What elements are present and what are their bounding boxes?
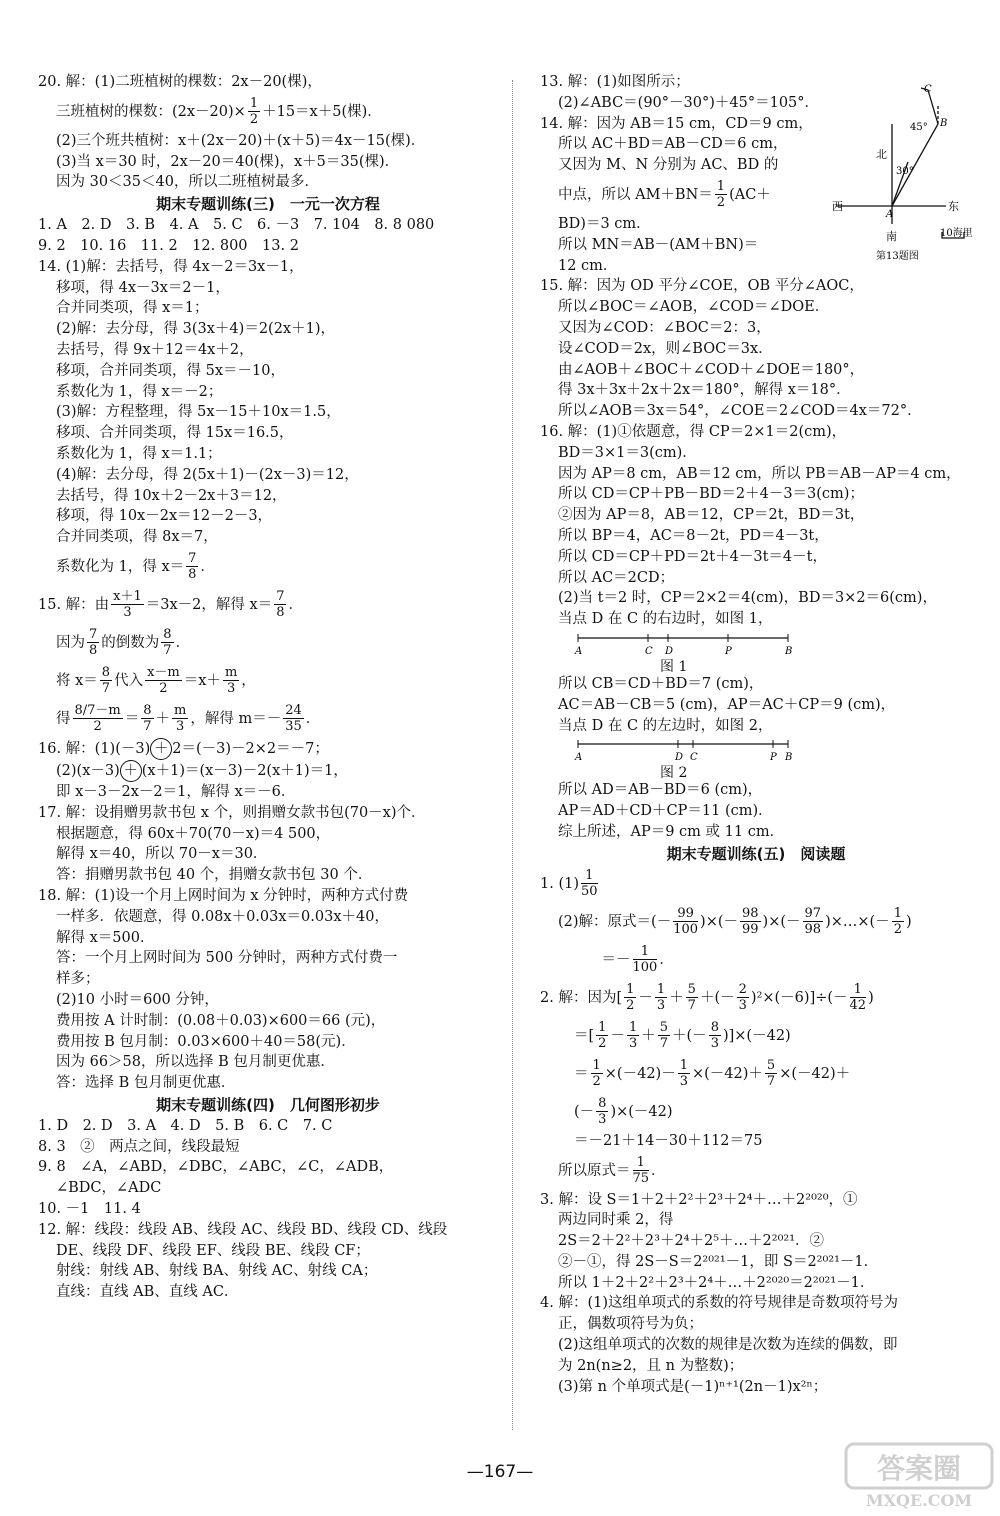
answer-line: 将 x＝ $\frac{8}{7}$ 代入 $\frac{x-m}{2}$ ＝x＋ $\frac{m}{3}$ ， [56,665,256,697]
answer-line: 1. D 2. D 3. A 4. D 5. B 6. C 7. C [38,1117,333,1134]
fraction: $\frac{1}{2}$ [592,1058,601,1090]
fraction: $\frac{7}{8}$ [188,551,197,583]
point-label: C [645,645,653,657]
answer-line: 4. 解：(1)这组单项式的系数的符号规律是奇数项符号为 [540,1295,898,1312]
fraction: $\frac{99}{100}$ [673,906,699,938]
point-label: P [770,752,777,764]
answer-line: BD)＝3 cm． [558,215,651,232]
fraction: $\frac{1}{75}$ [632,1155,650,1186]
answer-line: 答：捐赠男款书包 40 个，捐赠女款书包 30 个． [56,867,373,884]
answer-line: 去括号，得 9x＋12＝4x＋2， [56,341,254,358]
answer-line: 系数化为 1，得 x＝ $\frac{7}{8}$ ． [56,551,215,583]
compass-east: 东 [948,200,959,213]
answer-line: 解得 x＝40，所以 70－x＝30． [56,846,268,863]
answer-line: ＝－21＋14－30＋112＝75 [574,1132,763,1149]
answer-line: 一样多．依题意，得 0.08x＋0.03x＝0.03x＋40， [56,908,389,925]
answer-line: 当点 D 在 C 的左边时，如图 2， [558,717,773,734]
answer-line: 为 2n(n≥2，且 n 为整数)； [558,1357,744,1374]
answer-line: DE、线段 DF、线段 EF、线段 BE、线段 CF； [56,1242,370,1259]
answer-line: 所以 BP＝4，AC＝8－2t，PD＝4－3t， [558,527,829,544]
fraction: $\frac{x-m}{2}$ [147,665,180,697]
answer-line: 去括号，得 10x＋2－2x＋3＝12， [56,487,287,504]
answer-line: (3)解：方程整理，得 5x－15＋10x＝1.5， [56,404,341,421]
figure-caption: 图 2 [660,765,688,782]
answer-line: (2)解：原式＝(－ $\frac{99}{100}$ )×(－ $\frac{98}{99}$ )×(－ $\frac{97}{98}$ )×…×(－ $\frac{1}{2}$ ) [558,906,912,938]
answer-line: 又因为 M、N 分别为 AC、BD 的 [558,157,779,174]
fraction: $\frac{8}{7}$ [101,665,111,697]
answer-line: 1. A 2. D 3. B 4. A 5. C 6. －3 7. 104 8. 8 080 [38,217,435,234]
point-label: A [575,752,583,764]
answer-line: 移项、合并同类项，得 15x＝16.5， [56,425,294,442]
answer-line: 所以原式＝ $\frac{1}{75}$ ． [558,1155,666,1186]
fraction: $\frac{1}{2}$ [626,982,635,1014]
answer-line: (2)10 小时＝600 分钟， [56,991,219,1008]
fraction: $\frac{1}{50}$ [580,868,598,900]
answer-line: 即 x－3－2x－2＝1，解得 x＝－6． [56,783,296,800]
answer-line: (4)解：去分母，得 2(5x＋1)－(2x－3)＝12， [56,466,359,483]
fraction: $\frac{1}{3}$ [628,1020,638,1052]
section-heading: 期末专题训练(四) 几何图形初步 [156,1095,380,1114]
svg-text:MXQE.COM: MXQE.COM [865,1491,973,1510]
answer-line: 18. 解：(1)设一个月上网时间为 x 分钟时，两种方式付费 [38,887,409,904]
segment-fig1 [540,630,972,674]
answer-line: (3)当 x＝30 时，2x－20＝40(棵)，x＋5＝35(棵)． [56,153,400,170]
answer-line: 正，偶数项符号为负； [558,1316,703,1333]
fraction: $\frac{8}{3}$ [710,1020,719,1052]
fraction: $\frac{1}{2}$ [893,906,902,938]
answer-line: 中点，所以 AM＋BN＝ $\frac{1}{2}$ (AC＋ [558,179,771,211]
answer-line: 所以 MN＝AB－(AM＋BN)＝ [558,236,759,253]
fraction: $\frac{8}{7}$ [143,703,152,735]
fraction: $\frac{5}{7}$ [687,982,696,1014]
answer-line: 9. 8 ∠A，∠ABD，∠DBC，∠ABC，∠C，∠ADB， [38,1159,394,1176]
segment-fig2 [540,736,972,780]
compass-angle-30: 30° [896,166,914,177]
answer-line: 得 $\frac{8/7-m}{2}$ ＝ $\frac{8}{7}$ ＋ $\frac{m}{3}$ ，解得 m＝－ $\frac{24}{35}$ ． [56,703,321,735]
answer-line: 所以 CD＝CP＋PD＝2t＋4－3t＝4－t， [558,548,827,565]
answer-line: (2)∠ABC＝(90°－30°)＋45°＝105°． [558,94,820,111]
point-label: D [675,752,684,764]
fraction: $\frac{m}{3}$ [174,703,187,735]
compass-figure [832,84,973,264]
compass-caption: 第13题图 [876,251,919,262]
fraction: $\frac{x+1}{3}$ [113,589,142,621]
compass-point-c: C [924,84,932,95]
answer-line: 移项，得 10x－2x＝12－2－3， [56,508,273,525]
left-column [38,72,498,1303]
answer-line: 合并同类项，得 x＝1； [56,300,209,317]
page-number: —167— [466,1462,534,1482]
answer-line: 费用按 B 包月制：0.03×600＋40＝58(元)． [56,1033,356,1050]
answer-line: 又因为∠COD：∠BOC＝2：3， [558,319,771,336]
point-label: D [665,645,674,657]
answer-line: 13. 解：(1)如图所示； [540,74,690,90]
fraction: $\frac{97}{98}$ [804,906,822,938]
section-heading: 期末专题训练(五) 阅读题 [666,844,846,863]
answer-line: (3)第 n 个单项式是(－1)ⁿ⁺¹(2n－1)x²ⁿ； [558,1378,828,1395]
answer-line: 8. 3 ② 两点之间，线段最短 [38,1138,240,1155]
answer-line: 由∠AOB＋∠BOC＋∠COD＋∠DOE＝180°， [558,361,865,378]
watermark-logo [844,1442,994,1512]
answer-line: 3. 解：设 S＝1＋2＋2²＋2³＋2⁴＋…＋2²⁰²⁰，① [540,1191,858,1208]
answer-line: 合并同类项，得 8x＝7， [56,529,218,546]
answer-line: 根据题意，得 60x＋70(70－x)＝4 500， [56,825,331,842]
answer-line: 因为 AP＝8 cm，AB＝12 cm，所以 PB＝AB－AP＝4 cm， [558,465,961,482]
fraction: $\frac{1}{3}$ [656,982,666,1014]
right-column [540,72,972,1397]
fraction: $\frac{7}{8}$ [89,627,98,659]
answer-line: (2)(x－3) ＋ (x＋1)＝(x－3)－2(x＋1)＝1， [38,760,498,782]
answer-line: 当点 D 在 C 的右边时，如图 1， [558,611,773,628]
fraction: $\frac{5}{7}$ [766,1058,776,1090]
point-label: B [785,752,793,764]
column-divider [512,80,513,1430]
fraction: $\frac{7}{8}$ [276,589,285,621]
answer-line: 移项，得 4x－3x＝2－1， [56,279,230,296]
answer-line: 1. (1) $\frac{1}{50}$ [540,868,598,900]
fraction: $\frac{1}{2}$ [249,96,259,128]
answer-line: 所以 CD＝CP＋PB－BD＝2＋4－3＝3(cm)； [558,486,864,503]
answer-line: ＝－ $\frac{1}{100}$ ． [558,944,674,976]
fraction: $\frac{1}{42}$ [849,982,867,1014]
answer-line: 系数化为 1，得 x＝1.1； [56,445,222,462]
answer-line: 设∠COD＝2x，则∠BOC＝3x． [558,340,773,357]
answer-line: 答：选择 B 包月制更优惠． [56,1075,236,1092]
answer-line: 20. 解：(1)二班植树的棵数：2x－20(棵)， [38,74,322,90]
circle-operator: ＋ [150,738,172,760]
answer-line: 所以 1＋2＋2²＋2³＋2⁴＋…＋2²⁰²⁰＝2²⁰²¹－1． [558,1274,875,1291]
point-label: P [725,645,732,657]
fraction: $\frac{5}{7}$ [659,1020,669,1052]
answer-line: 系数化为 1，得 x＝－2； [56,383,223,400]
answer-line: 17. 解：设捐赠男款书包 x 个，则捐赠女款书包(70－x)个． [38,804,426,821]
answer-line: 16. 解：(1)(－3) ＋ 2＝(－3)－2×2＝－7； [38,738,498,760]
answer-line: 所以 CB＝CD＋BD＝7 (cm)， [558,675,764,692]
answer-line: (2)这组单项式的次数的规律是次数为连续的偶数，即 [558,1337,898,1354]
section-heading: 期末专题训练(三) 一元一次方程 [156,195,380,214]
fraction: $\frac{8/7-m}{2}$ [74,703,121,735]
compass-angle-45: 45° [910,122,928,133]
answer-line: 14. 解：因为 AB＝15 cm，CD＝9 cm， [540,115,813,132]
answer-line: ∠BDC，∠ADC [56,1180,162,1197]
answer-line: 两边同时乘 2，得 [558,1212,674,1229]
answer-line: 因为 30＜35＜40，所以二班植树最多． [56,174,319,191]
compass-point-a: A [886,209,894,220]
answer-line: ②因为 AP＝8，AB＝12，CP＝2t，BD＝3t， [558,507,865,524]
answer-line: 样多； [56,971,100,988]
fraction: $\frac{1}{2}$ [598,1020,607,1052]
answer-line: 三班植树的棵数：(2x－20)× $\frac{1}{2}$ ＋15＝x＋5(棵)． [56,96,382,128]
answer-line: ＝[ $\frac{1}{2}$ － $\frac{1}{3}$ ＋ $\frac{5}{7}$ ＋(－ $\frac{8}{3}$ )]×(－42) [574,1020,791,1052]
answer-line: 移项，合并同类项，得 5x＝－10， [56,362,285,379]
answer-line: 所以 AC＋BD＝AB－CD＝6 cm， [558,136,788,153]
answer-line: 得 3x＋3x＋2x＋2x＝180°，解得 x＝18°． [558,382,851,399]
answer-line: (2)解：去分母，得 3(3x＋4)＝2(2x＋1)， [56,321,335,338]
compass-west: 西 [832,200,843,213]
svg-text:答案圈: 答案圈 [876,1452,962,1485]
answer-line: 直线：直线 AB、直线 AC． [56,1284,239,1301]
fraction: $\frac{8}{3}$ [598,1096,607,1128]
answer-line: 射线：射线 AB、射线 BA、射线 AC、射线 CA； [56,1263,378,1280]
fraction: $\frac{98}{99}$ [742,906,759,938]
fraction: $\frac{1}{3}$ [679,1058,688,1090]
answer-line: 12 cm． [558,257,618,274]
answer-line: 14. (1)解：去括号，得 4x－2＝3x－1， [38,258,304,275]
fraction: $\frac{m}{3}$ [224,665,238,697]
answer-line: 所以 AC＝2CD； [558,569,675,586]
answer-line: 16. 解：(1)①依题意，得 CP＝2×1＝2(cm)， [540,423,847,440]
answer-line: 12. 解：线段：线段 AB、线段 AC、线段 BD、线段 CD、线段 [38,1221,448,1238]
answer-line: 15. 解：由 $\frac{x+1}{3}$ ＝3x－2，解得 x＝ $\frac{7}{8}$ ． [38,589,303,621]
circle-operator: ＋ [120,760,142,782]
point-label: C [690,752,698,764]
answer-line: (2)三个班共植树：x＋(2x－20)＋(x＋5)＝4x－15(棵)． [56,132,426,149]
answer-line: 因为 $\frac{7}{8}$ 的倒数为 $\frac{8}{7}$ ． [56,627,191,659]
answer-line: 解得 x＝500． [56,929,155,946]
fraction: $\frac{1}{2}$ [716,179,726,211]
figure-caption: 图 1 [660,658,688,675]
answer-line: (－ $\frac{8}{3}$ )×(－42) [574,1096,673,1128]
answer-line: 9. 2 10. 16 11. 2 12. 800 13. 2 [38,237,299,254]
answer-line: 所以∠BOC＝∠AOB，∠COD＝∠DOE． [558,299,830,316]
answer-line: ＝ $\frac{1}{2}$ ×(－42)－ $\frac{1}{3}$ ×(－42)＋ $\frac{5}{7}$ ×(－42)＋ [574,1058,851,1090]
answer-line: AC＝AB－CB＝5 (cm)，AP＝AC＋CP＝9 (cm)， [558,696,896,713]
answer-line: 综上所述，AP＝9 cm 或 11 cm． [558,823,785,840]
answer-line: 因为 66＞58，所以选择 B 包月制更优惠． [56,1054,335,1071]
point-label: B [785,645,793,657]
fraction: $\frac{24}{35}$ [285,703,302,735]
answer-line: 所以∠AOB＝3x＝54°，∠COE＝2∠COD＝4x＝72°． [558,403,922,420]
answer-line: BD＝3×1＝3(cm)． [558,444,697,461]
compass-scale: 10海里 [940,228,973,239]
answer-line: 所以 AD＝AB－BD＝6 (cm)， [558,782,763,799]
answer-line: 2. 解：因为[ $\frac{1}{2}$ － $\frac{1}{3}$ ＋ $\frac{5}{7}$ ＋(－ $\frac{2}{3}$ )²×(－6)]÷(－ $\frac{1}{42}$ ) [540,982,874,1014]
answer-line: (2)当 t＝2 时，CP＝2×2＝4(cm)，BD＝3×2＝6(cm)， [558,590,937,607]
answer-line: AP＝AD＋CD＋CP＝11 (cm)． [558,803,773,820]
answer-line: 15. 解：因为 OD 平分∠COE，OB 平分∠AOC， [540,278,864,295]
point-label: A [575,645,583,657]
answer-line: 2S＝2＋2²＋2³＋2⁴＋2⁵＋…＋2²⁰²¹．② [558,1233,825,1250]
fraction: $\frac{2}{3}$ [738,982,747,1014]
compass-north: 北 [876,148,887,161]
fraction: $\frac{8}{7}$ [163,627,172,659]
compass-point-b: B [940,118,948,129]
fraction: $\frac{1}{100}$ [632,944,658,976]
answer-line: 答：一个月上网时间为 500 分钟时，两种方式付费一 [56,950,398,967]
answer-line: ②－①，得 2S－S＝2²⁰²¹－1，即 S＝2²⁰²¹－1． [558,1253,879,1270]
answer-line: 费用按 A 计时制：(0.08＋0.03)×600＝66 (元)， [56,1012,386,1029]
answer-line: 10. －1 11. 4 [38,1201,141,1218]
compass-south: 南 [886,230,897,243]
